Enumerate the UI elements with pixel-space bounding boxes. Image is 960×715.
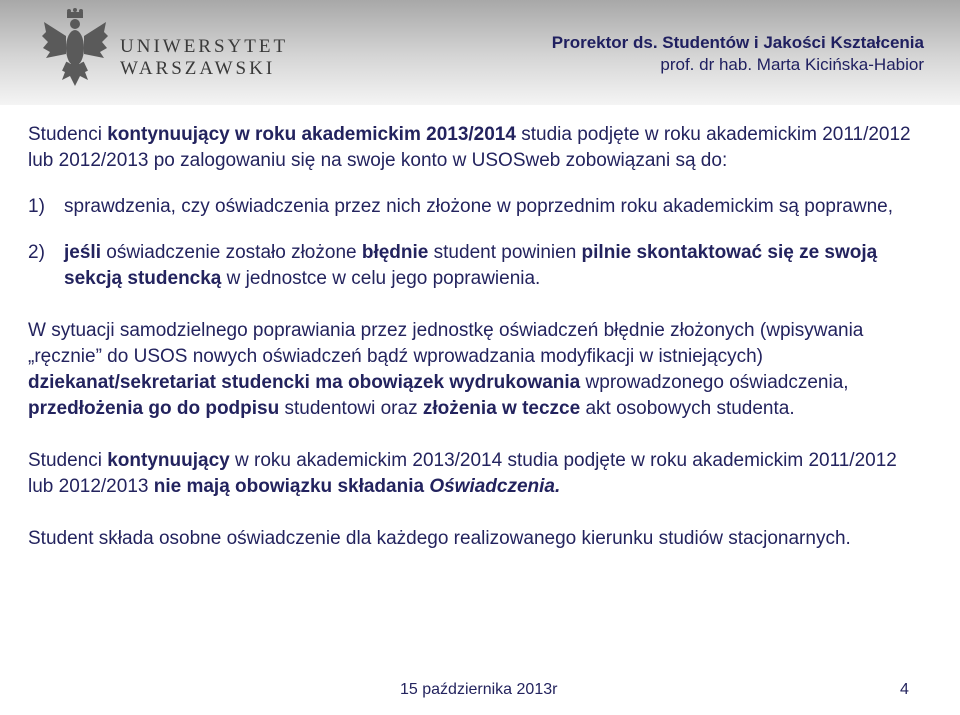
- slide-header: [0, 0, 960, 105]
- university-eagle-logo: [40, 8, 110, 90]
- intro-bold: kontynuujący w roku akademickim 2013/2014: [107, 124, 516, 145]
- page-number: 4: [900, 681, 909, 698]
- slide-content: [28, 122, 918, 552]
- list-item-2-number: 2): [28, 242, 45, 263]
- no-obligation-paragraph: Studenci kontynuujący w roku akademickim 2013/2014 studia podjęte w roku akademickim 2011/2012 lub 2012/2013 nie mają obowiązku składania Oświadczenia.: [28, 450, 897, 497]
- list-item-2: [28, 240, 918, 292]
- university-name-line2: WARSZAWSKI: [120, 58, 276, 79]
- university-name: [120, 36, 288, 80]
- list-item-2-text: jeśli oświadczenie zostało złożone błędnie student powinien pilnie skontaktować się ze swoją sekcją studencką w jednostce w celu jego poprawienia.: [64, 242, 878, 289]
- correction-paragraph: W sytuacji samodzielnego poprawiania przez jednostkę oświadczeń błędnie złożonych (wpisywania „ręcznie” do USOS nowych oświadczeń bądź wprowadzania modyfikacji w istniejących) dziekanat/sekretariat studencki ma obowiązek wydrukowania wprowadzonego oświadczenia, przedłożenia go do podpisu studentowi oraz złożenia w teczce akt osobowych studenta.: [28, 320, 864, 419]
- list-item-1-text: sprawdzenia, czy oświadczenia przez nich złożone w poprzednim roku akademickim są poprawne,: [64, 196, 894, 217]
- office-block: [552, 32, 924, 76]
- list-item-1: [28, 194, 918, 220]
- intro-paragraph: Studenci kontynuujący w roku akademickim 2013/2014 studia podjęte w roku akademickim 2011/2012 lub 2012/2013 po zalogowaniu się na swoje konto w USOSweb zobowiązani są do:: [28, 124, 911, 171]
- office-person: prof. dr hab. Marta Kicińska-Habior: [660, 55, 924, 74]
- university-name-line1: UNIWERSYTET: [120, 36, 289, 57]
- list-item-1-number: 1): [28, 196, 45, 217]
- footer-date: 15 października 2013r: [400, 681, 558, 698]
- office-title: Prorektor ds. Studentów i Jakości Kształcenia: [551, 33, 924, 52]
- separate-statement-paragraph: Student składa osobne oświadczenie dla każdego realizowanego kierunku studiów stacjonarnych.: [28, 528, 851, 549]
